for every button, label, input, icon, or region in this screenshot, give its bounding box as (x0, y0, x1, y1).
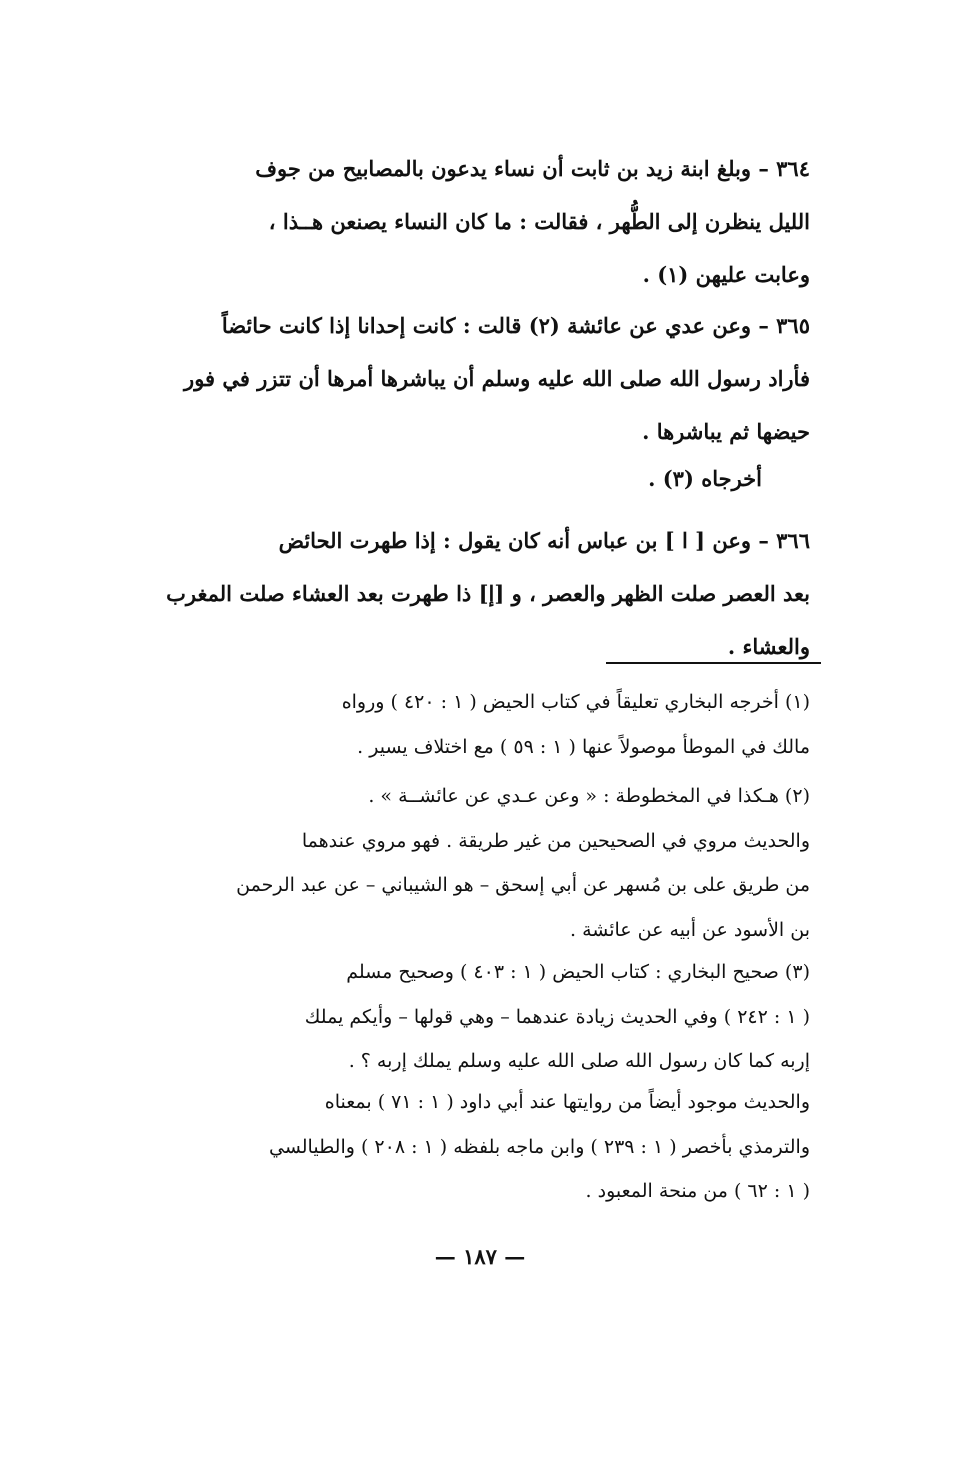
text-line: ( ١ : ٦٢ ) من منحة المعبود . (585, 1180, 810, 1202)
footnote-2 (160, 774, 810, 952)
paragraph-366 (160, 514, 810, 673)
text-line: ( ١ : ٢٤٢ ) وفي الحديث زيادة عندهما – وهي قولها – وأيكم يملك (304, 1005, 810, 1028)
text-line: مالك في الموطأ موصولاً عنها ( ١ : ٥٩ ) مع اختلاف يسير . (357, 735, 810, 758)
text-line: والحديث مروي في الصحيحين من غير طريقة . فهو مروي عندهما (301, 829, 810, 852)
text-line: والعشاء . (727, 634, 810, 659)
text-line: (١) أخرجه البخاري تعليقاً في كتاب الحيض ( ١ : ٤٢٠ ) ورواه (341, 691, 810, 713)
text-line: بعد العصر صلت الظهر والعصر ، و [إ] ذا طهرت بعد العشاء صلت المغرب (166, 581, 810, 606)
footnote-3-continued (160, 1080, 810, 1214)
paragraph-364 (160, 142, 810, 301)
text-line: ٣٦٥ – وعن عدي عن عائشة (٢) قالت : كانت إحدانا إذا كانت حائضاً (221, 313, 810, 338)
text-line: حيضها ثم يباشرها . (642, 419, 810, 444)
text-line: والترمذي بأخصر ( ١ : ٢٣٩ ) وابن ماجه بلفظه ( ١ : ٢٠٨ ) والطيالسي (268, 1135, 810, 1158)
text-line: وعابت عليهن (١) . (642, 262, 810, 287)
text-line: من طريق على بن مُسهر عن أبي إسحق – هو الشيباني – عن عبد الرحمن (236, 874, 810, 896)
text-line: فأراد رسول الله صلى الله عليه وسلم أن يباشرها أمرها أن تتزر في فور (184, 366, 810, 391)
text-line: أخرجاه (٣) . (648, 466, 762, 491)
text-line: ٣٦٤ – وبلغ ابنة زيد بن ثابت أن نساء يدعون بالمصابيح من جوف (255, 156, 810, 181)
text-line: (٣) صحيح البخاري : كتاب الحيض ( ١ : ٤٠٣ ) وصحيح مسلم (346, 961, 810, 983)
text-line: بن الأسود عن أبيه عن عائشة . (570, 918, 810, 941)
footnote-divider (606, 662, 821, 664)
page-number: — ١٨٧ — (434, 1244, 526, 1269)
text-line: والحديث موجود أيضاً من روايتها عند أبي داود ( ١ : ٧١ ) بمعناه (324, 1091, 810, 1113)
text-line: الليل ينظرن إلى الطُّهر ، فقالت : ما كان النساء يصنعن هــذا ، (268, 209, 810, 234)
paragraph-365 (160, 299, 810, 458)
text-line: ٣٦٦ – وعن [ ا ] بن عباس أنه كان يقول : إذا طهرت الحائض (278, 528, 810, 553)
footnote-1 (160, 680, 810, 769)
text-line: إربه كما كان رسول الله صلى الله عليه وسلم يملك إربه ؟ . (348, 1050, 810, 1072)
footnote-3 (160, 950, 810, 1084)
text-line: (٢) هـكذا في المخطوطة : « وعن عـدي عن عائشــة » . (368, 785, 810, 807)
takhrij-line (560, 452, 810, 505)
